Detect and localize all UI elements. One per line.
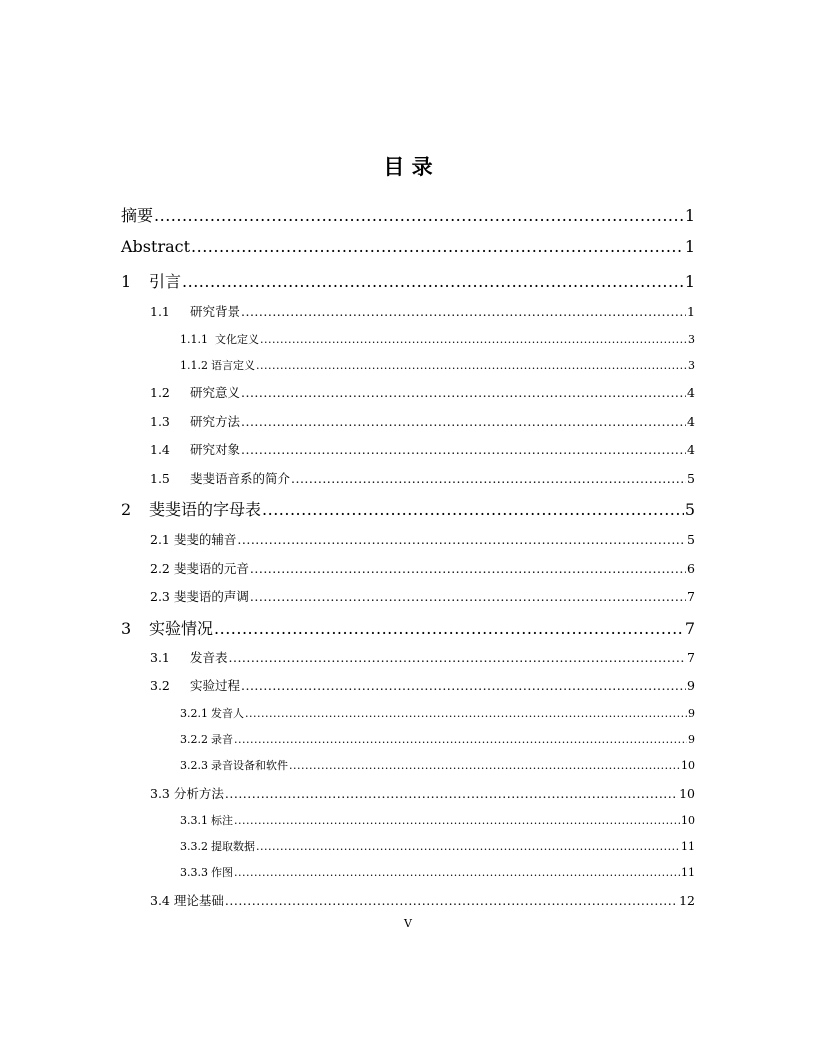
toc-entry-page: 10 xyxy=(681,759,695,772)
toc-entry[interactable] xyxy=(150,383,695,401)
toc-entry[interactable] xyxy=(180,357,695,373)
page-number-footer: V xyxy=(404,917,412,930)
toc-entry-page: 10 xyxy=(679,786,695,801)
toc-entry[interactable] xyxy=(150,784,695,802)
toc-entry-label: 斐斐语音系的简介 xyxy=(190,471,291,486)
toc-entry-page: 5 xyxy=(687,532,695,547)
toc-leader-dots xyxy=(245,707,687,720)
toc-entry[interactable] xyxy=(150,559,695,577)
toc-leader-dots xyxy=(234,814,680,827)
toc-entry-number: 1.4 xyxy=(150,442,170,457)
toc-entry-label: 斐斐语的元音 xyxy=(173,561,249,576)
toc-entry[interactable] xyxy=(180,705,695,721)
toc-entry-label: 标注 xyxy=(211,814,233,827)
toc-entry-page: 5 xyxy=(687,471,695,486)
toc-entry-page: 1 xyxy=(684,237,695,256)
toc-entry-number: 2.1 xyxy=(150,532,170,547)
toc-entry-number: 3 xyxy=(121,619,132,638)
toc-entry-label: 研究背景 xyxy=(190,304,241,319)
toc-entry-page: 4 xyxy=(687,385,695,400)
toc-entry-number: 1 xyxy=(121,272,132,291)
toc-entry-label: 语言定义 xyxy=(211,359,255,372)
toc-entry[interactable] xyxy=(150,469,695,487)
toc-entry-label: 研究方法 xyxy=(190,414,241,429)
toc-leader-dots xyxy=(260,333,687,346)
toc-entry[interactable] xyxy=(150,676,695,694)
toc-entry-page: 1 xyxy=(684,206,695,225)
toc-entry-number: 2.2 xyxy=(150,561,170,576)
toc-entry[interactable] xyxy=(121,616,695,639)
toc-entry-number: 2.3 xyxy=(150,589,170,604)
toc-entry-page: 4 xyxy=(687,442,695,457)
toc-leader-dots xyxy=(225,786,678,801)
toc-entry-label: 实验过程 xyxy=(190,678,241,693)
toc-entry-number: 3.2.3 xyxy=(180,759,208,772)
toc-entry-number: 3.4 xyxy=(150,893,170,908)
toc-entry[interactable] xyxy=(121,237,695,256)
toc-leader-dots xyxy=(256,840,680,853)
toc-leader-dots xyxy=(234,733,687,746)
toc-leader-dots xyxy=(250,589,686,604)
toc-entry-page: 11 xyxy=(681,840,695,853)
toc-entry-page: 11 xyxy=(681,866,695,879)
toc-entry-label: Abstract xyxy=(121,237,191,256)
toc-entry[interactable] xyxy=(180,331,695,347)
toc-entry[interactable] xyxy=(150,530,695,548)
toc-entry-number: 3.3.2 xyxy=(180,840,208,853)
toc-entry-page: 7 xyxy=(687,650,695,665)
toc-entry-page: 1 xyxy=(684,272,695,291)
toc-entry-label: 斐斐语的字母表 xyxy=(149,500,262,519)
toc-leader-dots xyxy=(241,385,686,400)
toc-leader-dots xyxy=(291,471,686,486)
toc-leader-dots xyxy=(182,272,684,291)
toc-entry-page: 12 xyxy=(679,893,695,908)
toc-entry-page: 9 xyxy=(687,678,695,693)
toc-leader-dots xyxy=(241,678,686,693)
toc-leader-dots xyxy=(225,893,678,908)
toc-entry-page: 3 xyxy=(688,359,695,372)
toc-title: 目 录 xyxy=(383,155,433,179)
toc-entry-page: 9 xyxy=(688,707,695,720)
toc-entry-label: 引言 xyxy=(149,272,182,291)
toc-entry[interactable] xyxy=(150,891,695,909)
toc-entry-page: 9 xyxy=(688,733,695,746)
toc-leader-dots xyxy=(250,561,686,576)
toc-entry-number: 3.3.3 xyxy=(180,866,208,879)
toc-entry-label: 录音设备和软件 xyxy=(211,759,288,772)
toc-leader-dots xyxy=(241,414,686,429)
toc-entry-label: 理论基础 xyxy=(173,893,224,908)
toc-entry-number: 3.2 xyxy=(150,678,170,693)
toc-entry-label: 研究对象 xyxy=(190,442,241,457)
toc-entry-page: 7 xyxy=(687,589,695,604)
toc-entry-page: 5 xyxy=(684,500,695,519)
toc-entry-number: 1.2 xyxy=(150,385,170,400)
toc-entry-page: 6 xyxy=(687,561,695,576)
toc-leader-dots xyxy=(214,619,684,638)
toc-entry-label: 摘要 xyxy=(121,206,154,225)
toc-entry-label: 实验情况 xyxy=(149,619,214,638)
toc-entry-page: 4 xyxy=(687,414,695,429)
toc-entry-number: 1.1.2 xyxy=(180,359,208,372)
toc-entry-label: 分析方法 xyxy=(173,786,224,801)
toc-entry-label: 斐斐的辅音 xyxy=(173,532,237,547)
toc-entry-label: 文化定义 xyxy=(215,333,259,346)
toc-entry[interactable] xyxy=(150,587,695,605)
toc-entry[interactable] xyxy=(121,203,695,226)
toc-leader-dots xyxy=(241,304,686,319)
toc-entry-label: 研究意义 xyxy=(190,385,241,400)
toc-entry[interactable] xyxy=(150,440,695,458)
toc-leader-dots xyxy=(256,359,687,372)
toc-entry[interactable] xyxy=(180,731,695,747)
toc-entry-label: 作图 xyxy=(211,866,233,879)
toc-entry[interactable] xyxy=(150,648,695,666)
toc-entry-label: 录音 xyxy=(211,733,233,746)
toc-entry-page: 3 xyxy=(688,333,695,346)
toc-leader-dots xyxy=(191,237,684,256)
toc-entry-number: 3.3 xyxy=(150,786,170,801)
toc-entry[interactable] xyxy=(150,302,695,320)
toc-entry[interactable] xyxy=(121,269,695,292)
toc-entry-number: 1.5 xyxy=(150,471,170,486)
toc-leader-dots xyxy=(234,866,680,879)
toc-entry-number: 3.1 xyxy=(150,650,170,665)
toc-entry[interactable] xyxy=(180,864,695,880)
toc-entry-number: 1.1 xyxy=(150,304,170,319)
toc-entry-number: 1.1.1 xyxy=(180,333,208,346)
toc-entry-page: 1 xyxy=(687,304,695,319)
toc-entry-number: 2 xyxy=(121,500,132,519)
toc-entry[interactable] xyxy=(180,838,695,854)
toc-leader-dots xyxy=(154,206,684,225)
toc-entry-page: 7 xyxy=(684,619,695,638)
toc-entry[interactable] xyxy=(121,497,695,520)
toc-leader-dots xyxy=(229,650,687,665)
toc-entry-label: 斐斐语的声调 xyxy=(173,589,249,604)
toc-entry-page: 10 xyxy=(681,814,695,827)
toc-leader-dots xyxy=(241,442,686,457)
toc-leader-dots xyxy=(289,759,680,772)
toc-entry-number: 3.3.1 xyxy=(180,814,208,827)
toc-leader-dots xyxy=(262,500,684,519)
toc-leader-dots xyxy=(237,532,686,547)
toc-entry-number: 1.3 xyxy=(150,414,170,429)
toc-entry-label: 提取数据 xyxy=(211,840,255,853)
toc-entry[interactable] xyxy=(150,412,695,430)
toc-entry-number: 3.2.1 xyxy=(180,707,208,720)
toc-entry[interactable] xyxy=(180,757,695,773)
toc-entry-number: 3.2.2 xyxy=(180,733,208,746)
toc-entry-label: 发音人 xyxy=(211,707,244,720)
toc-entry[interactable] xyxy=(180,812,695,828)
toc-entry-label: 发音表 xyxy=(190,650,228,665)
